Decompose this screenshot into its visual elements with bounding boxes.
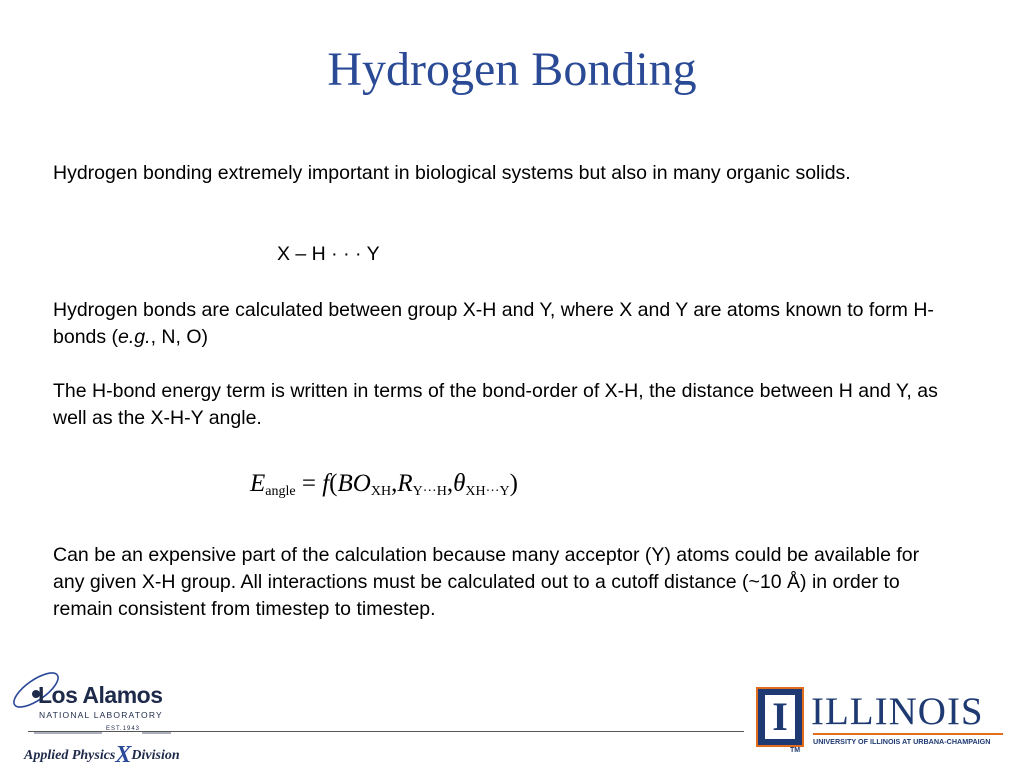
paragraph-text: , N, O) <box>150 326 208 348</box>
division-left: Applied Physics <box>24 748 116 763</box>
eq-comma: , <box>446 470 454 497</box>
paragraph-cost: Can be an expensive part of the calculation because many acceptor (Y) atoms could be available for any given X-H group. All interactions must be calculated out to a cutoff distance (~10 Å) in order to remain consistent from timestep to timestep. <box>53 544 920 620</box>
paragraph-energy-term: The H-bond energy term is written in terms of the bond-order of X-H, the distance between H and Y, as well as the X-H-Y angle. <box>53 380 938 429</box>
eq-bond-order-subscript: XH <box>370 484 392 499</box>
hbond-formula: X – H · · · Y <box>277 243 380 265</box>
eq-comma: , <box>391 470 398 497</box>
eq-open-paren: ( <box>329 470 338 497</box>
illinois-wordmark: ILLINOIS <box>811 690 984 733</box>
illinois-block-i-icon <box>756 687 804 747</box>
illinois-logo <box>756 687 1006 757</box>
eq-energy-symbol: E <box>250 470 266 497</box>
slide-title: Hydrogen Bonding <box>327 43 697 96</box>
los-alamos-logo <box>6 660 186 768</box>
eq-bond-order: BO <box>337 470 371 497</box>
eq-energy-subscript: angle <box>265 484 296 499</box>
illinois-trademark: TM <box>790 747 801 754</box>
illinois-block-letter: I <box>772 694 788 739</box>
eq-close-paren: ) <box>509 470 518 497</box>
paragraph-text: Hydrogen bonds are calculated between group X-H and Y, where X and Y are atoms known to form H-bonds ( <box>53 299 934 348</box>
los-alamos-division <box>24 742 180 769</box>
energy-equation <box>250 470 518 500</box>
paragraph-hbond-definition <box>53 297 953 351</box>
eq-equals: = <box>301 470 316 497</box>
eq-function: f <box>322 470 330 497</box>
division-x: X <box>115 742 132 768</box>
paragraph-intro: Hydrogen bonding extremely important in biological systems but also in many organic solids. <box>53 162 851 184</box>
illinois-university-name: UNIVERSITY OF ILLINOIS AT URBANA-CHAMPAIGN <box>813 737 991 746</box>
los-alamos-subtitle: NATIONAL LABORATORY <box>39 710 163 720</box>
eq-distance: R <box>397 470 413 497</box>
los-alamos-established: EST.1943 <box>106 726 141 732</box>
division-right: Division <box>131 748 180 763</box>
eq-distance-subscript: Y···H <box>412 484 447 499</box>
eq-angle: θ <box>453 470 466 497</box>
illinois-rule <box>813 733 1003 735</box>
paragraph-italic: e.g. <box>118 326 151 348</box>
los-alamos-name: Los Alamos <box>38 682 163 708</box>
eq-angle-subscript: XH···Y <box>465 484 510 499</box>
